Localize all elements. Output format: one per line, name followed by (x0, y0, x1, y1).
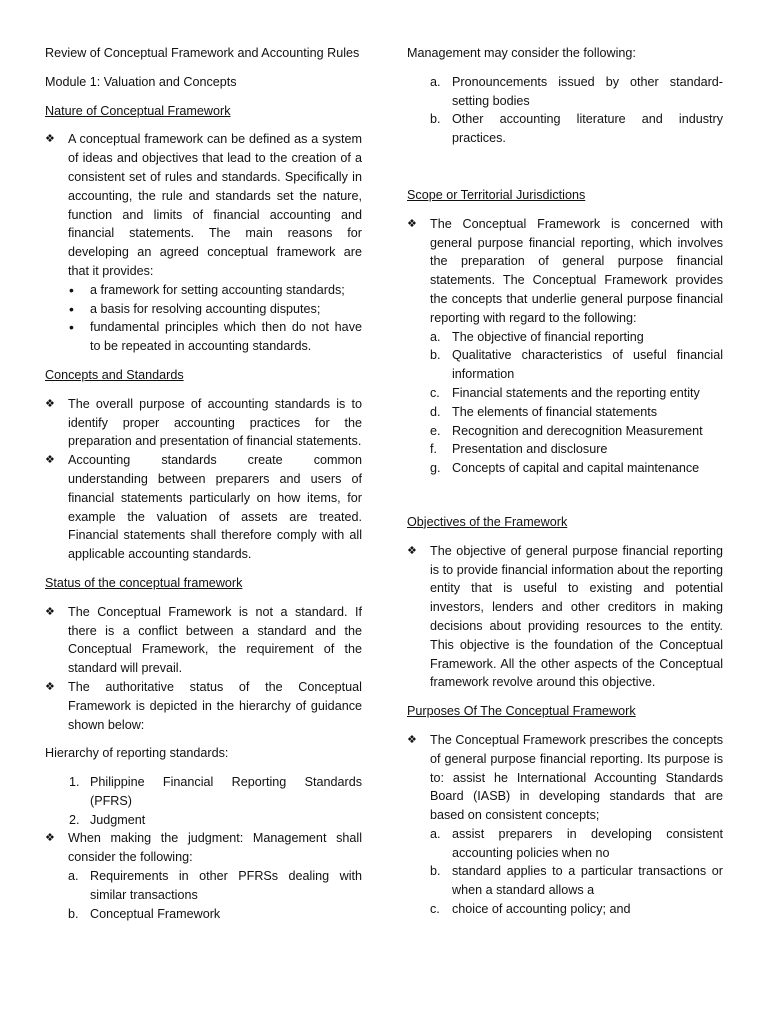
list-marker: f. (430, 442, 437, 457)
lettered-item (407, 110, 723, 148)
status-item: ❖ The authoritative status of the Conceptual Framework is depicted in the hierarchy of guidance shown below: (45, 678, 362, 734)
heading-status: Status of the conceptual framework (45, 575, 243, 590)
list-text: The elements of financial statements (452, 404, 658, 419)
left-column (45, 44, 362, 923)
list-text: choice of accounting policy; and (452, 902, 631, 917)
list-text: Concepts of capital and capital maintenance (452, 461, 700, 476)
list-marker: a. (430, 74, 441, 89)
list-marker: e. (430, 423, 441, 438)
list-text: standard applies to a particular transactions or when a standard allows a (452, 864, 723, 898)
list-marker: c. (430, 385, 440, 400)
list-marker: a. (68, 869, 79, 884)
numbered-item (45, 811, 362, 830)
list-marker: 1. (69, 775, 80, 790)
heading-nature: Nature of Conceptual Framework (45, 103, 231, 118)
list-marker: b. (430, 864, 441, 879)
list-marker: c. (430, 902, 440, 917)
heading-concepts: Concepts and Standards (45, 367, 184, 382)
heading-purposes: Purposes Of The Conceptual Framework (407, 704, 636, 719)
module-title: Module 1: Valuation and Concepts (45, 74, 237, 89)
list-marker: b. (430, 112, 441, 127)
nature-paragraph: ❖ A conceptual framework can be defined as a system of ideas and objectives that lead to the creation of a consistent set of rules and standards. Specifically in accounting, the rule and standards set the nature, function and limits of financial accounting and financial statements. The main reasons for developing an agreed conceptual framework are that it provides: (45, 130, 362, 280)
spacer (407, 148, 723, 186)
scope-paragraph: ❖ The Conceptual Framework is concerned with general purpose financial reporting, which involves the preparation of general purpose financial statements. The Conceptual Framework provides the concepts that underlie general purpose financial reporting with regard to the following: (407, 215, 723, 328)
lettered-item (407, 862, 723, 900)
list-text: Presentation and disclosure (452, 442, 608, 457)
list-marker: b. (68, 906, 79, 921)
heading-hierarchy: Hierarchy of reporting standards: (45, 746, 229, 761)
document-title: Review of Conceptual Framework and Accounting Rules (45, 46, 360, 60)
concepts-item: ❖ Accounting standards create common understanding between preparers and users of financial statements particularly on how items, for example the valuation of assets are treated. Financial statements shall therefore comply with all applicable accounting standards. (45, 451, 362, 564)
list-marker: 2. (69, 812, 80, 827)
lettered-item (407, 900, 723, 919)
lettered-item (407, 422, 723, 441)
bullet-item: • fundamental principles which then do not have to be repeated in accounting standards. (45, 318, 362, 356)
list-marker: a. (430, 826, 441, 841)
list-text: Recognition and derecognition Measurement (452, 423, 703, 438)
heading-objectives: Objectives of the Framework (407, 514, 568, 529)
lettered-item (407, 346, 723, 384)
judgment-item: ❖ When making the judgment: Management shall consider the following: (45, 829, 362, 867)
list-marker: g. (430, 461, 441, 476)
list-text: Judgment (90, 812, 146, 827)
lettered-item (407, 328, 723, 347)
list-text: Requirements in other PFRSs dealing with similar transactions (90, 869, 362, 902)
list-text: Pronouncements issued by other standard-setting bodies (452, 74, 723, 108)
lettered-item (407, 825, 723, 863)
list-text: Conceptual Framework (90, 906, 221, 921)
lettered-item (407, 384, 723, 403)
lettered-item (407, 459, 723, 478)
list-text: The objective of financial reporting (452, 329, 644, 344)
list-text: Philippine Financial Reporting Standards (PFRS) (90, 775, 362, 808)
numbered-item (45, 773, 362, 811)
right-column (407, 44, 723, 919)
lettered-item (407, 440, 723, 459)
lettered-item (407, 403, 723, 422)
list-text: Financial statements and the reporting entity (452, 385, 700, 400)
list-marker: b. (430, 348, 441, 363)
lettered-item (45, 905, 362, 924)
list-text: Qualitative characteristics of useful financial information (452, 348, 723, 382)
lettered-item (45, 867, 362, 905)
heading-scope: Scope or Territorial Jurisdictions (407, 187, 586, 202)
bullet-item: • a framework for setting accounting standards; (45, 281, 362, 300)
status-item: ❖ The Conceptual Framework is not a standard. If there is a conflict between a standard and the Conceptual Framework, the requirement of the standard will prevail. (45, 603, 362, 678)
objectives-paragraph: ❖ The objective of general purpose financial reporting is to provide financial information about the reporting entity that is useful to existing and potential investors, lenders and other creditors in making decisions about providing resources to the entity. This objective is the foundation of the Conceptual Framework. All the other aspects of the Conceptual framework revolve around this objective. (407, 542, 723, 692)
list-marker: d. (430, 404, 441, 419)
list-text: Other accounting literature and industry practices. (452, 112, 723, 146)
purposes-paragraph: ❖ The Conceptual Framework prescribes the concepts of general purpose financial reporting. Its purpose is to: assist he International Accounting Standards Board (IASB) in developing standards that are based on consistent concepts; (407, 731, 723, 825)
concepts-item: ❖ The overall purpose of accounting standards is to identify proper accounting practices for the preparation and presentation of financial statements. (45, 395, 362, 451)
spacer (407, 478, 723, 513)
bullet-item: • a basis for resolving accounting disputes; (45, 300, 362, 319)
list-marker: a. (430, 329, 441, 344)
list-text: assist preparers in developing consistent accounting policies when no (452, 826, 723, 860)
management-intro: Management may consider the following: (407, 46, 636, 60)
lettered-item (407, 73, 723, 111)
